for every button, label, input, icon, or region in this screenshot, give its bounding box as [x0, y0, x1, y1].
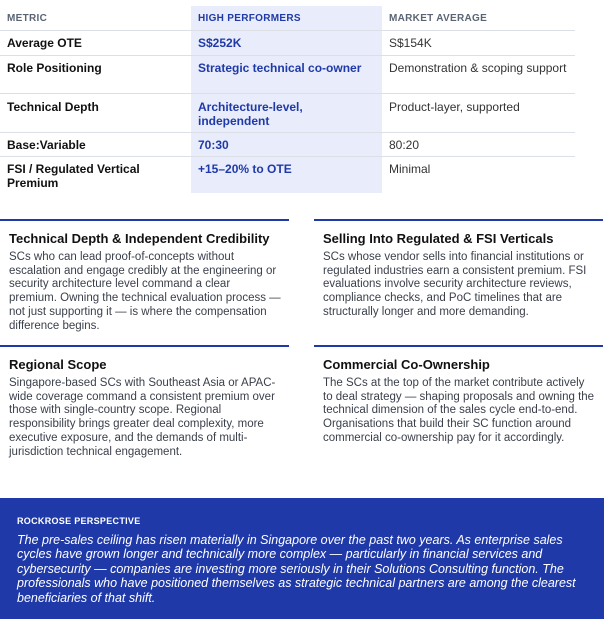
card-body: SCs whose vendor sells into financial institutions or regulated industries earn a consistent premium. FSI evaluations involve security architecture reviews, compliance checks, and PoC timelines that are structurally longer and more demanding. [323, 251, 587, 318]
row-market-value: S$154K [389, 36, 432, 50]
row-market-value: Product-layer, supported [389, 100, 520, 114]
card-body: Singapore-based SCs with Southeast Asia or APAC-wide coverage command a consistent premium over those with single-country scope. Regional responsibility brings greater deal complexity, more executive exposure, and the demands of multi-jurisdiction technical engagement. [9, 377, 276, 458]
card-regulated-fsi [314, 219, 603, 320]
header-high-performers: HIGH PERFORMERS [191, 6, 382, 30]
row-metric: FSI / Regulated Vertical Premium [7, 162, 140, 190]
card-regional-scope [0, 345, 289, 459]
table-header-row [0, 6, 575, 31]
card-title: Technical Depth & Independent Credibility [9, 231, 270, 246]
header-market-average: MARKET AVERAGE [389, 13, 488, 24]
row-high-value: Architecture-level, independent [191, 94, 382, 132]
table-row [0, 56, 575, 94]
row-metric: Base:Variable [7, 138, 86, 152]
row-high-value: 70:30 [191, 133, 382, 156]
table-row [0, 157, 575, 193]
table-row [0, 133, 575, 157]
card-commercial-co-ownership [314, 345, 603, 446]
row-market-value: 80:20 [389, 138, 420, 152]
row-metric: Technical Depth [7, 100, 99, 114]
table-row [0, 31, 575, 56]
perspective-quote: The pre-sales ceiling has risen materially in Singapore over the past two years. As enterprise sales cycles have grown longer and technically more complex — particularly in financial services and cybersecurity — companies are investing more seriously in their Solutions Consulting function. The professionals who have positioned themselves as strategic technical partners are among the clearest beneficiaries of that shift. [17, 533, 576, 605]
row-metric: Average OTE [7, 36, 82, 50]
row-high-value: Strategic technical co-owner [191, 56, 382, 93]
row-metric: Role Positioning [7, 61, 102, 75]
row-market-value: Demonstration & scoping support [389, 61, 567, 75]
card-title: Commercial Co-Ownership [323, 357, 490, 372]
card-technical-depth [0, 219, 289, 333]
row-market-value: Minimal [389, 162, 431, 176]
card-body: SCs who can lead proof-of-concepts without escalation and engage credibly at the engineering or security architecture level command a clear premium. Owning the technical evaluation process — not just supporting it — is where the compensation difference begins. [9, 251, 281, 332]
comparison-table [0, 6, 575, 193]
table-row [0, 94, 575, 133]
row-high-value: S$252K [191, 31, 382, 55]
perspective-label: ROCKROSE PERSPECTIVE [17, 516, 141, 526]
row-high-value: +15–20% to OTE [191, 157, 382, 193]
card-title: Selling Into Regulated & FSI Verticals [323, 231, 554, 246]
card-body: The SCs at the top of the market contribute actively to deal strategy — shaping proposals and owning the technical dimension of the sales cycle end-to-end. Organisations that build their SC function around commercial co-ownership pay for it accordingly. [323, 377, 595, 444]
perspective-banner [0, 498, 604, 619]
card-title: Regional Scope [9, 357, 107, 372]
header-metric: METRIC [7, 13, 48, 24]
